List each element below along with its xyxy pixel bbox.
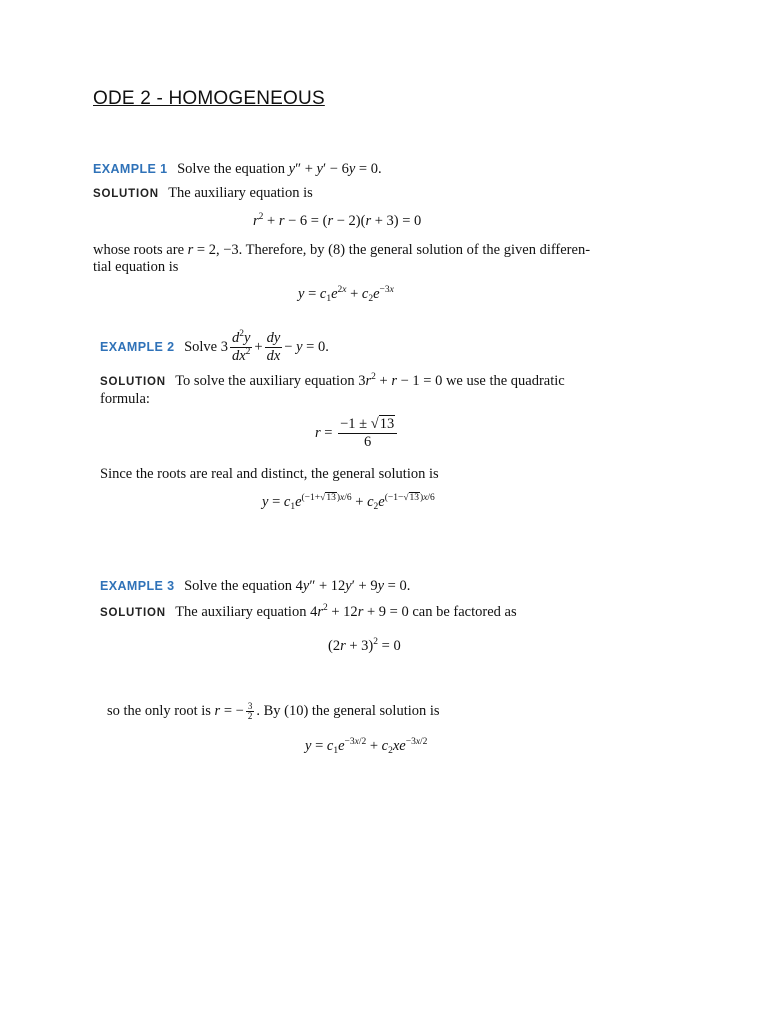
example-1-equation: y″ + y′ − 6y = 0. xyxy=(288,161,382,177)
example-1-label: EXAMPLE 1 xyxy=(93,162,168,176)
example-2-general-solution: $y = c_1e^{(-1+√13)x/6} + c_2e^{(-1-√13)x/6}$ xyxy=(262,493,435,512)
example-3-root-line: so the only root is r = − $\frac{3}{2}$ . By (10) the general solution is xyxy=(107,701,440,722)
example-2-distinct-text: Since the roots are real and distinct, the general solution is xyxy=(100,466,439,482)
example-1-auxiliary-equation: $r^2 + r - 6 = (r - 2)(r + 3) = 0$ xyxy=(253,212,422,229)
example-1-solution-label: SOLUTION xyxy=(93,188,159,200)
example-3-solution-text-cont: can be factored as xyxy=(412,604,517,620)
example-3-statement xyxy=(100,578,410,595)
example-2-solution-text: To solve the auxiliary equation xyxy=(175,373,355,389)
example-2-label: EXAMPLE 2 xyxy=(100,340,175,354)
example-1-roots-text-end: tial equation is xyxy=(93,259,179,275)
example-3-label: EXAMPLE 3 xyxy=(100,579,175,593)
example-2-text: Solve xyxy=(184,339,218,355)
example-1-solution-text: The auxiliary equation is xyxy=(168,185,313,201)
example-2-solution-label: SOLUTION xyxy=(100,376,166,388)
example-1-roots-text-cont: . Therefore, by (8) the general solution of the given differen- xyxy=(238,242,591,258)
example-3-text: Solve the equation xyxy=(184,578,292,594)
example-3-solution-line: SOLUTION The auxiliary equation $4r^2 + 12r + 9 = 0$ can be factored as xyxy=(100,603,517,620)
example-1-solution-line xyxy=(93,185,313,203)
example-2-solution-text-cont: we use the quadratic xyxy=(445,373,565,389)
example-2-statement xyxy=(100,328,329,366)
example-2-solution-text-end: formula: xyxy=(100,391,150,407)
example-3-solution-label: SOLUTION xyxy=(100,607,166,619)
example-3-general-solution: $y = c_1e^{-3x/2} + c_2xe^{-3x/2}$ xyxy=(305,737,428,756)
example-3-equation: 4y″ + 12y′ + 9y = 0. xyxy=(295,578,411,594)
example-1-text: Solve the equation xyxy=(177,161,285,177)
example-1-statement xyxy=(93,161,382,178)
example-2-quadratic-formula: r = $\frac{-1 \pm √13}{6}$ xyxy=(315,416,399,451)
example-1-general-solution: $y = c_1e^{2x} + c_2e^{-3x}$ xyxy=(298,285,394,304)
example-2-equation: 3 $\frac{d^2y}{dx^2}$ + $\frac{dy}{dx}$ − y = 0. xyxy=(220,329,329,365)
example-3-root-text-cont: . By (10) the general solution is xyxy=(256,703,440,719)
example-3-solution-text: The auxiliary equation xyxy=(175,604,307,620)
example-3-factored-equation: $(2r + 3)^2 = 0$ xyxy=(328,637,401,654)
example-3-root-text: so the only root is xyxy=(107,703,211,719)
example-1-roots-paragraph: whose roots are r = 2, −3. Therefore, by (8) the general solution of the given differen- tial equation is xyxy=(93,242,591,275)
example-2-solution-paragraph: SOLUTION To solve the auxiliary equation $3r^2 + r - 1 = 0$ we use the quadratic formula: xyxy=(100,372,565,407)
example-1-roots-text: whose roots are xyxy=(93,242,185,258)
page-title: ODE 2 - HOMOGENEOUS xyxy=(93,88,325,109)
